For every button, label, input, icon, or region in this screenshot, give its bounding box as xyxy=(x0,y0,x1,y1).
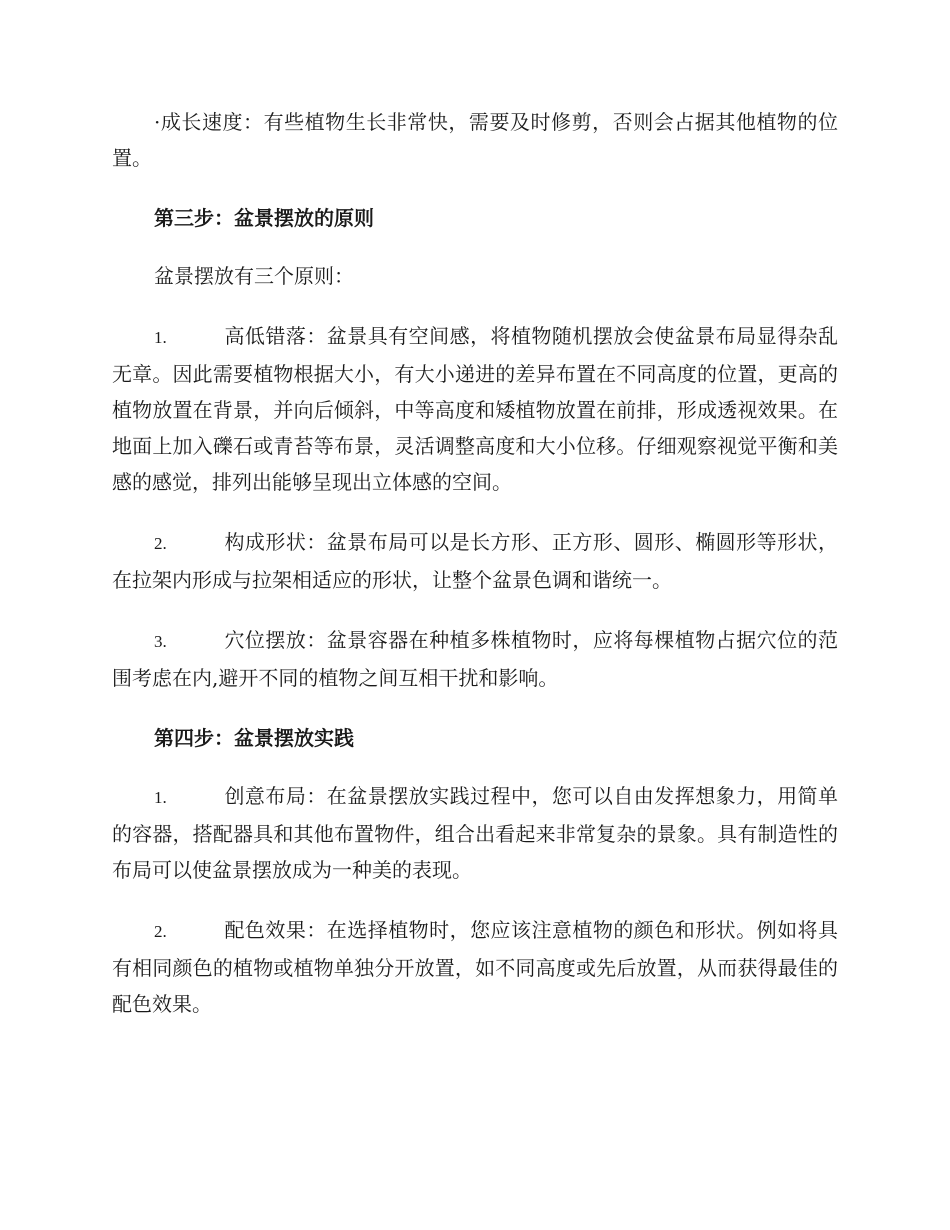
step3-intro: 盆景摆放有三个原则： xyxy=(154,264,354,288)
growth-speed-text: 成长速度：有些植物生长非常快，需要及时修剪，否则会占据其他植物的位置。 xyxy=(112,110,838,170)
step3-heading: 第三步：盆景摆放的原则 xyxy=(154,206,374,230)
list-number: 2. xyxy=(154,922,167,941)
list-item-text: 构成形状：盆景布局可以是长方形、正方形、圆形、椭圆形等形状，在拉架内形成与拉架相适应的形状，让整个盆景色调和谐统一。 xyxy=(112,530,838,592)
document-page xyxy=(112,104,838,1046)
list-item-text: 配色效果：在选择植物时，您应该注意植物的颜色和形状。例如将具有相同颜色的植物或植物单独分开放置，如不同高度或先后放置，从而获得最佳的配色效果。 xyxy=(112,918,838,1016)
list-item-text: 高低错落：盆景具有空间感，将植物随机摆放会使盆景布局显得杂乱无章。因此需要植物根据大小，有大小递进的差异布置在不同高度的位置，更高的植物放置在背景，并向后倾斜，中等高度和矮植物放置在前排，形成透视效果。在地面上加入礫石或青苔等布景，灵活调整高度和大小位移。仔细观察视觉平衡和美感的感觉，排列出能够呈现出立体感的空间。 xyxy=(112,324,838,494)
list-number: 1. xyxy=(154,328,167,347)
list-number: 3. xyxy=(154,632,167,651)
list-number: 2. xyxy=(154,534,167,553)
list-item xyxy=(112,524,838,598)
list-item xyxy=(112,622,838,696)
growth-speed-paragraph xyxy=(112,104,838,176)
list-item-text: 创意布局：在盆景摆放实践过程中，您可以自由发挥想象力，用简单的容器，搭配器具和其他布置物件，组合出看起来非常复杂的景象。具有制造性的布局可以使盆景摆放成为一种美的表现。 xyxy=(112,784,838,882)
list-item xyxy=(112,318,838,500)
list-item-text: 穴位摆放：盆景容器在种植多株植物时，应将每棵植物占据穴位的范围考虑在内,避开不同的植物之间互相干扰和影响。 xyxy=(112,628,838,690)
list-item xyxy=(112,912,838,1022)
step4-heading: 第四步：盆景摆放实践 xyxy=(154,726,354,750)
bullet-marker: · xyxy=(154,110,161,134)
list-item xyxy=(112,778,838,888)
list-number: 1. xyxy=(154,788,167,807)
